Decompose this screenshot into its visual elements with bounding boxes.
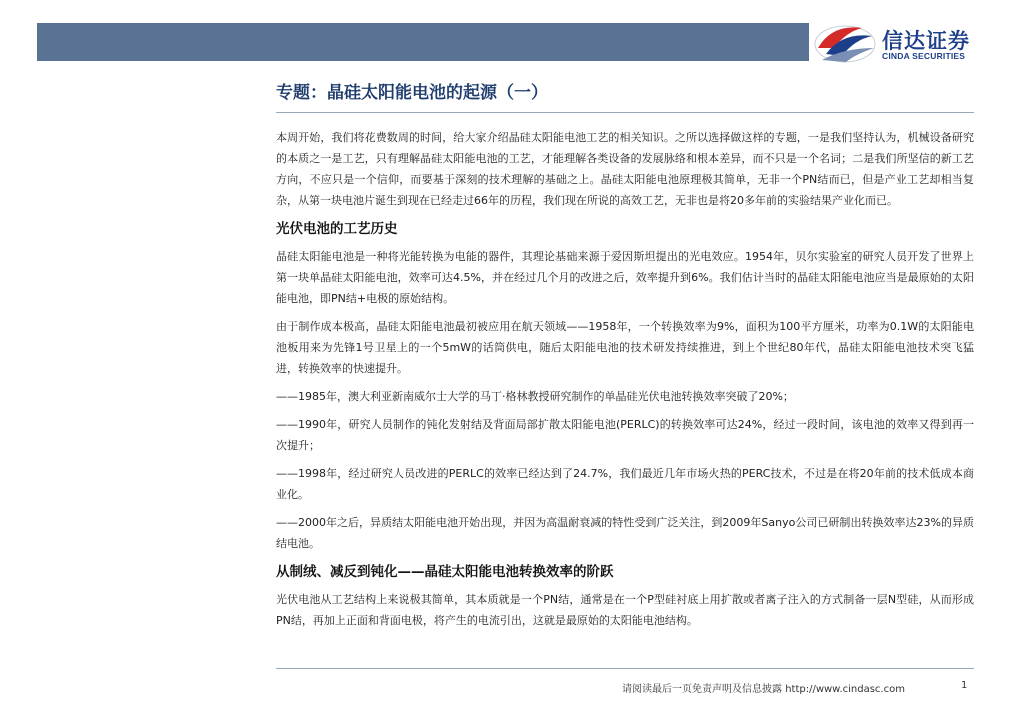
page-number: 1 <box>961 680 968 691</box>
history-item-1998: ——1998年，经过研究人员改进的PERLC的效率已经达到了24.7%，我们最近几年市场火热的PERC技术，不过是在将20年前的技术低成本商业化。 <box>276 467 974 501</box>
document-body <box>276 80 974 638</box>
footer-disclaimer-text: 请阅读最后一页免责声明及信息披露 <box>622 684 782 695</box>
history-paragraph-2: 由于制作成本极高，晶硅太阳能电池最初被应用在航天领域——1958年，一个转换效率为9%，面积为100平方厘米，功率为0.1W的太阳能电池板用来为先锋1号卫星上的一个5mW的话筒供电，随后太阳能电池的技术研发持续推进，到上个世纪80年代，晶硅太阳能电池技术突飞猛进，转换效率的快速提升。 <box>276 320 974 375</box>
section-heading-history: 光伏电池的工艺历史 <box>276 221 398 237</box>
efficiency-paragraph-1: 光伏电池从工艺结构上来说极其简单，其本质就是一个PN结，通常是在一个P型硅衬底上用扩散或者离子注入的方式制备一层N型硅，从而形成PN结，再加上正面和背面电极，将产生的电流引出，这就是最原始的太阳能电池结构。 <box>276 593 974 627</box>
footer-url-link[interactable]: http://www.cindasc.com <box>785 684 905 695</box>
company-logo <box>812 18 992 66</box>
logo-chinese-text: 信达证券 <box>882 29 970 53</box>
footer-divider <box>276 668 974 669</box>
history-item-2000: ——2000年之后，异质结太阳能电池开始出现，并因为高温耐衰减的特性受到广泛关注，到2009年Sanyo公司已研制出转换效率达23%的异质结电池。 <box>276 516 974 550</box>
history-item-1990: ——1990年，研究人员制作的钝化发射结及背面局部扩散太阳能电池(PERLC)的转换效率可达24%，经过一段时间，该电池的效率又得到再一次提升； <box>276 418 974 452</box>
history-paragraph-1: 晶硅太阳能电池是一种将光能转换为电能的器件，其理论基础来源于爱因斯坦提出的光电效应。1954年，贝尔实验室的研究人员开发了世界上第一块单晶硅太阳能电池，效率可达4.5%，并在经过几个月的改进之后，效率提升到6%。我们估计当时的晶硅太阳能电池应当是最原始的太阳能电池，即PN结+电极的原始结构。 <box>276 250 974 305</box>
history-item-1985: ——1985年，澳大利亚新南威尔士大学的马丁·格林教授研究制作的单晶硅光伏电池转换效率突破了20%； <box>276 390 794 403</box>
section-heading-efficiency: 从制绒、减反到钝化——晶硅太阳能电池转换效率的阶跃 <box>276 564 614 580</box>
intro-paragraph: 本周开始，我们将花费数周的时间，给大家介绍晶硅太阳能电池工艺的相关知识。之所以选择做这样的专题，一是我们坚持认为，机械设备研究的本质之一是工艺，只有理解晶硅太阳能电池的工艺，才能理解各类设备的发展脉络和根本差异，而不只是一个名词；二是我们所坚信的新工艺方向，不应只是一个信仰，而要基于深刻的技术理解的基础之上。晶硅太阳能电池原理极其简单，无非一个PN结而已，但是产业工艺却相当复杂，从第一块电池片诞生到现在已经走过66年的历程，我们现在所说的高效工艺，无非也是将20多年前的实验结果产业化而已。 <box>276 131 974 207</box>
page-title: 专题：晶硅太阳能电池的起源（一） <box>276 83 548 103</box>
cinda-logo-icon <box>812 18 878 66</box>
title-divider <box>276 112 974 113</box>
header-band <box>37 23 809 61</box>
logo-english-text: CINDA SECURITIES <box>882 51 966 61</box>
footer-disclaimer <box>622 680 905 695</box>
